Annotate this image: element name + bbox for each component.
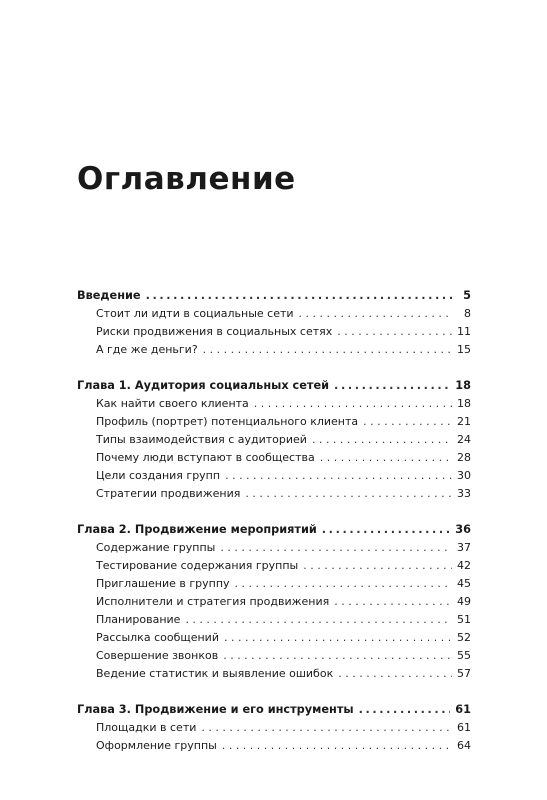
toc-heading[interactable] [77, 521, 471, 539]
dot-leader [338, 665, 452, 683]
toc-entry[interactable] [77, 575, 471, 593]
toc-entry-title: Тестирование содержания группы [96, 559, 299, 572]
dot-leader [203, 341, 452, 359]
toc-page-number: 15 [457, 343, 471, 356]
toc-entry[interactable] [77, 611, 471, 629]
toc-entry-title: Стратегии продвижения [96, 487, 241, 500]
dot-leader [320, 449, 452, 467]
toc-page-number: 57 [457, 667, 471, 680]
dot-leader [201, 719, 452, 737]
toc-entry-title: Исполнители и стратегия продвижения [96, 595, 330, 608]
dot-leader [299, 305, 452, 323]
toc-entry-title: Профиль (портрет) потенциального клиента [96, 415, 359, 428]
toc-page-number: 33 [457, 487, 471, 500]
toc-heading[interactable] [77, 287, 471, 305]
dot-leader [322, 521, 450, 539]
toc-page-number: 55 [457, 649, 471, 662]
dot-leader [363, 413, 452, 431]
toc-entry-title: Риски продвижения в социальных сетях [96, 325, 333, 338]
toc-entry[interactable] [77, 341, 471, 359]
toc-entry[interactable] [77, 431, 471, 449]
toc-page-number: 30 [457, 469, 471, 482]
dot-leader [224, 629, 452, 647]
toc-entry[interactable] [77, 647, 471, 665]
toc-entry-title: Типы взаимодействия с аудиторией [96, 433, 307, 446]
toc-entry[interactable] [77, 305, 471, 323]
toc-section-chapter-1 [77, 377, 471, 503]
toc-entry[interactable] [77, 449, 471, 467]
toc-page-number: 18 [457, 397, 471, 410]
page-title: Оглавление [77, 160, 296, 197]
dot-leader [312, 431, 452, 449]
dot-leader [220, 539, 452, 557]
toc-entry[interactable] [77, 539, 471, 557]
toc-entry-title: Планирование [96, 613, 181, 626]
toc-page-number: 28 [457, 451, 471, 464]
toc-heading[interactable] [77, 701, 471, 719]
toc-heading-title: Глава 2. Продвижение мероприятий [77, 523, 317, 536]
toc-page-number: 42 [457, 559, 471, 572]
toc-entry-title: Содержание группы [96, 541, 216, 554]
toc-entry-title: Цели создания групп [96, 469, 221, 482]
toc-entry-title: Почему люди вступают в сообщества [96, 451, 315, 464]
dot-leader [225, 467, 452, 485]
dot-leader [185, 611, 452, 629]
toc-entry-title: Приглашение в группу [96, 577, 230, 590]
toc-entry[interactable] [77, 665, 471, 683]
dot-leader [245, 485, 452, 503]
toc-page-number: 11 [457, 325, 471, 338]
toc-entry-title: Площадки в сети [96, 721, 197, 734]
toc-page-number: 36 [455, 523, 471, 536]
toc-entry[interactable] [77, 395, 471, 413]
toc-page-number: 61 [455, 703, 471, 716]
toc-entry[interactable] [77, 557, 471, 575]
toc-page-number: 49 [457, 595, 471, 608]
dot-leader [146, 287, 452, 305]
toc-page-number: 64 [457, 739, 471, 752]
toc-entry-title: Оформление группы [96, 739, 217, 752]
table-of-contents [77, 287, 471, 773]
toc-page-number: 52 [457, 631, 471, 644]
toc-heading-title: Введение [77, 289, 141, 302]
toc-entry-title: А где же деньги? [96, 343, 198, 356]
toc-entry[interactable] [77, 413, 471, 431]
toc-page-number: 5 [463, 289, 471, 302]
toc-heading[interactable] [77, 377, 471, 395]
dot-leader [254, 395, 452, 413]
toc-entry[interactable] [77, 485, 471, 503]
dot-leader [334, 377, 450, 395]
toc-page-number: 18 [455, 379, 471, 392]
toc-section-chapter-2 [77, 521, 471, 683]
toc-heading-title: Глава 3. Продвижение и его инструменты [77, 703, 354, 716]
toc-page-number: 45 [457, 577, 471, 590]
toc-page-number: 21 [457, 415, 471, 428]
toc-section-chapter-3 [77, 701, 471, 755]
toc-section-intro [77, 287, 471, 359]
dot-leader [303, 557, 452, 575]
dot-leader [334, 593, 452, 611]
dot-leader [223, 647, 452, 665]
dot-leader [337, 323, 452, 341]
toc-entry-title: Рассылка сообщений [96, 631, 219, 644]
dot-leader [359, 701, 451, 719]
toc-entry[interactable] [77, 467, 471, 485]
dot-leader [222, 737, 452, 755]
toc-entry-title: Ведение статистик и выявление ошибок [96, 667, 334, 680]
toc-heading-title: Глава 1. Аудитория социальных сетей [77, 379, 330, 392]
toc-entry-title: Как найти своего клиента [96, 397, 249, 410]
toc-page-number: 37 [457, 541, 471, 554]
toc-entry-title: Стоит ли идти в социальные сети [96, 307, 294, 320]
toc-entry[interactable] [77, 719, 471, 737]
toc-entry-title: Совершение звонков [96, 649, 219, 662]
toc-page-number: 24 [457, 433, 471, 446]
toc-page-number: 61 [457, 721, 471, 734]
toc-entry[interactable] [77, 323, 471, 341]
toc-entry[interactable] [77, 629, 471, 647]
toc-page-number: 8 [464, 307, 471, 320]
dot-leader [235, 575, 452, 593]
toc-page-number: 51 [457, 613, 471, 626]
toc-entry[interactable] [77, 737, 471, 755]
toc-entry[interactable] [77, 593, 471, 611]
